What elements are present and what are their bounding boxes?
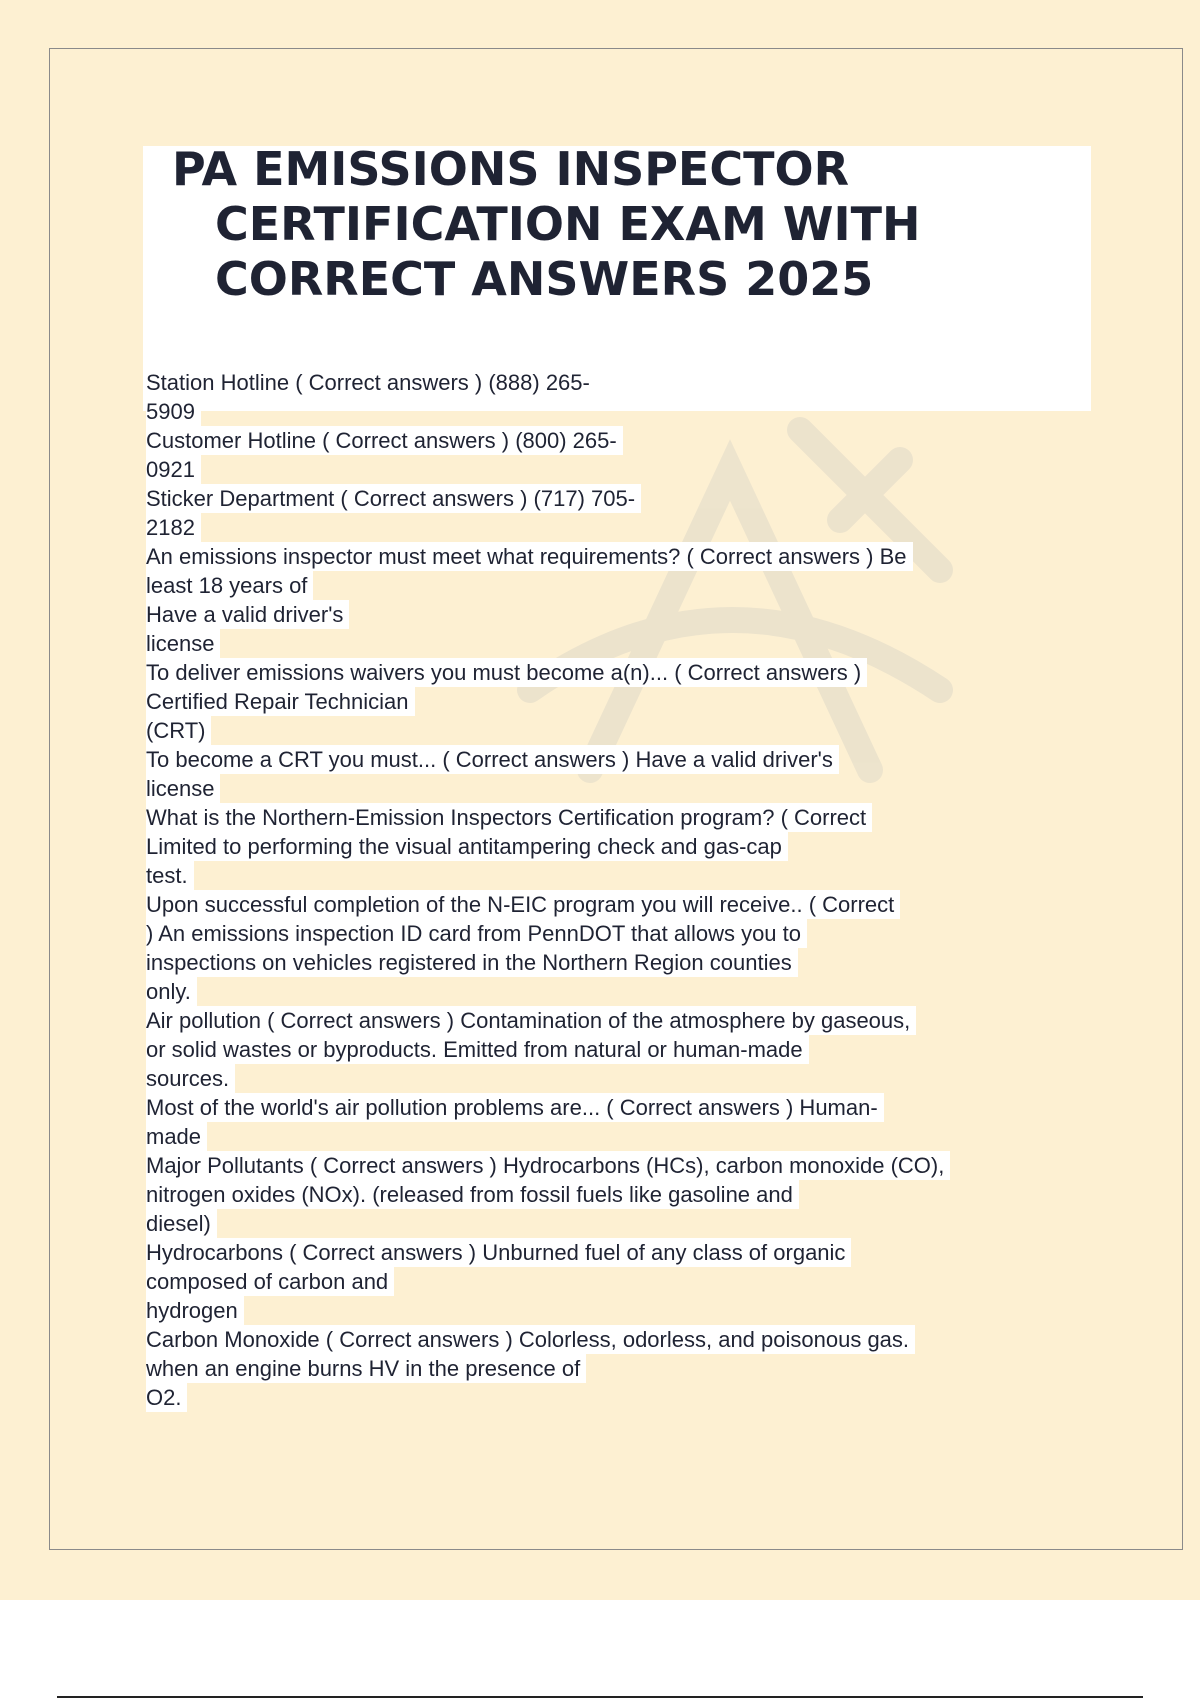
text-line: (CRT) (146, 716, 1096, 745)
text-line: hydrogen (146, 1296, 1096, 1325)
text-line: O2. (146, 1383, 1096, 1412)
text-line: 5909 (146, 397, 1096, 426)
text-line: Upon successful completion of the N-EIC program you will receive.. ( Correct (146, 890, 1096, 919)
text-line: only. (146, 977, 1096, 1006)
text-line: 2182 (146, 513, 1096, 542)
question-answer-list (146, 368, 1096, 1412)
text-line: Hydrocarbons ( Correct answers ) Unburned fuel of any class of organic (146, 1238, 1096, 1267)
text-line: Most of the world's air pollution problems are... ( Correct answers ) Human- (146, 1093, 1096, 1122)
text-line: diesel) (146, 1209, 1096, 1238)
document-title (172, 142, 1052, 307)
text-line: Limited to performing the visual antitampering check and gas-cap (146, 832, 1096, 861)
text-line: Air pollution ( Correct answers ) Contamination of the atmosphere by gaseous, (146, 1006, 1096, 1035)
text-line: composed of carbon and (146, 1267, 1096, 1296)
text-line: 0921 (146, 455, 1096, 484)
text-line: Have a valid driver's (146, 600, 1096, 629)
text-line: To become a CRT you must... ( Correct answers ) Have a valid driver's (146, 745, 1096, 774)
text-line: license (146, 629, 1096, 658)
text-line: inspections on vehicles registered in the Northern Region counties (146, 948, 1096, 977)
text-line: when an engine burns HV in the presence of (146, 1354, 1096, 1383)
text-line: license (146, 774, 1096, 803)
title-line: PA EMISSIONS INSPECTOR (172, 142, 850, 196)
text-line: Certified Repair Technician (146, 687, 1096, 716)
text-line: What is the Northern-Emission Inspectors Certification program? ( Correct (146, 803, 1096, 832)
text-line: test. (146, 861, 1096, 890)
text-line: least 18 years of (146, 571, 1096, 600)
text-line: made (146, 1122, 1096, 1151)
text-line: Station Hotline ( Correct answers ) (888) 265- (146, 368, 1096, 397)
text-line: Customer Hotline ( Correct answers ) (800) 265- (146, 426, 1096, 455)
text-line: To deliver emissions waivers you must become a(n)... ( Correct answers ) (146, 658, 1096, 687)
text-line: Carbon Monoxide ( Correct answers ) Colorless, odorless, and poisonous gas. (146, 1325, 1096, 1354)
text-line: or solid wastes or byproducts. Emitted from natural or human-made (146, 1035, 1096, 1064)
bottom-divider (57, 1696, 1143, 1698)
text-line: nitrogen oxides (NOx). (released from fossil fuels like gasoline and (146, 1180, 1096, 1209)
title-line: CERTIFICATION EXAM WITH (215, 197, 921, 251)
text-line: sources. (146, 1064, 1096, 1093)
text-line: ) An emissions inspection ID card from PennDOT that allows you to (146, 919, 1096, 948)
title-line: CORRECT ANSWERS 2025 (215, 252, 874, 306)
text-line: Sticker Department ( Correct answers ) (717) 705- (146, 484, 1096, 513)
text-line: An emissions inspector must meet what requirements? ( Correct answers ) Be (146, 542, 1096, 571)
text-line: Major Pollutants ( Correct answers ) Hydrocarbons (HCs), carbon monoxide (CO), (146, 1151, 1096, 1180)
